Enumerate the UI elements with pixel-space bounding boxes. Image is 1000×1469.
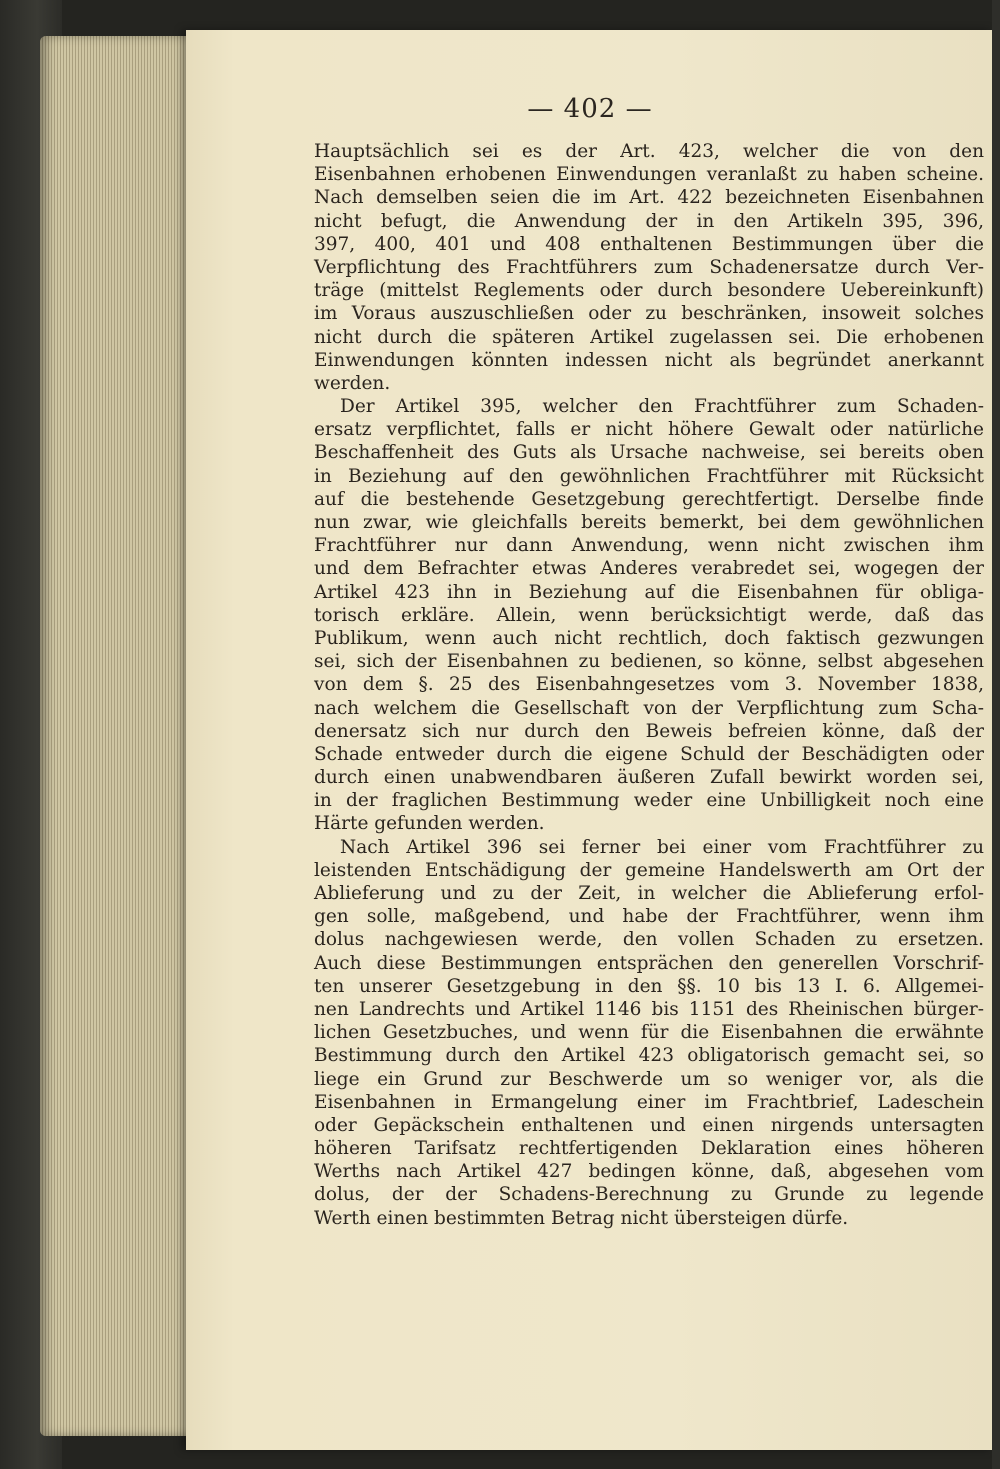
- text-line: Schade entweder durch die eigene Schuld der Beschädigten oder: [314, 743, 984, 765]
- text-line: und dem Befrachter etwas Anderes verabredet sei, wogegen der: [314, 558, 984, 580]
- page-number: — 402 —: [527, 94, 653, 124]
- text-line: Nach demselben seien die im Art. 422 bezeichneten Eisenbahnen: [314, 187, 984, 209]
- text-line: dolus, der der Schadens-Berechnung zu Grunde zu legende: [314, 1184, 984, 1206]
- body-text: [314, 140, 984, 1230]
- text-line: Der Artikel 395, welcher den Frachtführer zum Schaden-: [340, 396, 984, 418]
- text-line: sei, sich der Eisenbahnen zu bedienen, so könne, selbst abgesehen: [314, 651, 984, 673]
- text-line: gen solle, maßgebend, und habe der Frachtführer, wenn ihm: [314, 906, 984, 928]
- text-line: ten unserer Gesetzgebung in den §§. 10 bis 13 I. 6. Allgemei-: [314, 975, 984, 997]
- paragraph: [314, 836, 984, 1230]
- text-line: träge (mittelst Reglements oder durch besondere Uebereinkunft): [314, 280, 984, 302]
- text-line: lichen Gesetzbuches, und wenn für die Eisenbahnen die erwähnte: [314, 1022, 984, 1044]
- text-line: liege ein Grund zur Beschwerde um so weniger vor, als die: [314, 1068, 984, 1090]
- text-line: durch einen unabwendbaren äußeren Zufall bewirkt worden sei,: [314, 767, 984, 789]
- text-line: Bestimmung durch den Artikel 423 obligatorisch gemacht sei, so: [314, 1045, 984, 1067]
- text-line: Ablieferung und zu der Zeit, in welcher die Ablieferung erfol-: [314, 883, 984, 904]
- text-line: von dem §. 25 des Eisenbahngesetzes vom 3. November 1838,: [314, 674, 984, 696]
- text-line: auf die bestehende Gesetzgebung gerechtfertigt. Derselbe finde: [314, 488, 984, 510]
- text-line: dolus nachgewiesen werde, den vollen Schaden zu ersetzen.: [314, 929, 984, 951]
- text-line: Artikel 423 ihn in Beziehung auf die Eisenbahnen für obliga-: [314, 581, 984, 603]
- text-line: nicht durch die späteren Artikel zugelassen sei. Die erhobenen: [314, 326, 984, 348]
- text-line: Werths nach Artikel 427 bedingen könne, daß, abgesehen vom: [314, 1161, 984, 1183]
- text-line: 397, 400, 401 und 408 enthaltenen Bestimmungen über die: [314, 233, 984, 255]
- text-line: Einwendungen könnten indessen nicht als begründet anerkannt: [314, 349, 984, 371]
- text-line: Hauptsächlich sei es der Art. 423, welcher die von den: [314, 141, 984, 162]
- text-line: im Voraus auszuschließen oder zu beschränken, insoweit solches: [314, 303, 984, 325]
- text-line: Eisenbahnen in Ermangelung einer im Frachtbrief, Ladeschein: [314, 1091, 984, 1113]
- text-line: Verpflichtung des Frachtführers zum Schadenersatze durch Ver-: [314, 256, 984, 278]
- text-line: nicht befugt, die Anwendung der in den Artikeln 395, 396,: [314, 210, 984, 232]
- text-line: Härte gefunden werden.: [314, 813, 545, 835]
- text-line: werden.: [314, 372, 391, 394]
- stacked-page-edges: [40, 36, 200, 1436]
- text-line: höheren Tarifsatz rechtfertigenden Deklaration eines höheren: [314, 1138, 984, 1160]
- text-line: Frachtführer nur dann Anwendung, wenn nicht zwischen ihm: [314, 535, 984, 557]
- text-line: nach welchem die Gesellschaft von der Verpflichtung zum Scha-: [314, 697, 984, 719]
- text-line: leistenden Entschädigung der gemeine Handelswerth am Ort der: [314, 859, 984, 881]
- text-line: torisch erkläre. Allein, wenn berücksichtigt werde, daß das: [314, 604, 984, 626]
- text-line: Werth einen bestimmten Betrag nicht übersteigen dürfe.: [314, 1207, 849, 1229]
- paragraph: [314, 140, 984, 395]
- text-line: Auch diese Bestimmungen entsprächen den generellen Vorschrif-: [314, 952, 984, 974]
- text-line: Beschaffenheit des Guts als Ursache nachweise, sei bereits oben: [314, 442, 984, 464]
- book-leaf: [186, 30, 994, 1450]
- text-line: in Beziehung auf den gewöhnlichen Frachtführer mit Rücksicht: [314, 465, 984, 487]
- text-line: nen Landrechts und Artikel 1146 bis 1151 des Rheinischen bürger-: [314, 998, 984, 1020]
- right-binding-edge: [992, 0, 1000, 1469]
- text-line: Publikum, wenn auch nicht rechtlich, doch faktisch gezwungen: [314, 627, 984, 649]
- text-line: in der fraglichen Bestimmung weder eine Unbilligkeit noch eine: [314, 790, 984, 812]
- text-line: oder Gepäckschein enthaltenen und einen nirgends untersagten: [314, 1114, 984, 1136]
- text-line: Nach Artikel 396 sei ferner bei einer vom Frachtführer zu: [340, 836, 984, 858]
- text-line: ersatz verpflichtet, falls er nicht höhere Gewalt oder natürliche: [314, 419, 984, 441]
- text-line: denersatz sich nur durch den Beweis befreien könne, daß der: [314, 720, 984, 742]
- text-line: Eisenbahnen erhobenen Einwendungen veranlaßt zu haben scheine.: [314, 164, 984, 186]
- text-line: nun zwar, wie gleichfalls bereits bemerkt, bei dem gewöhnlichen: [314, 512, 984, 533]
- paragraph: [314, 395, 984, 836]
